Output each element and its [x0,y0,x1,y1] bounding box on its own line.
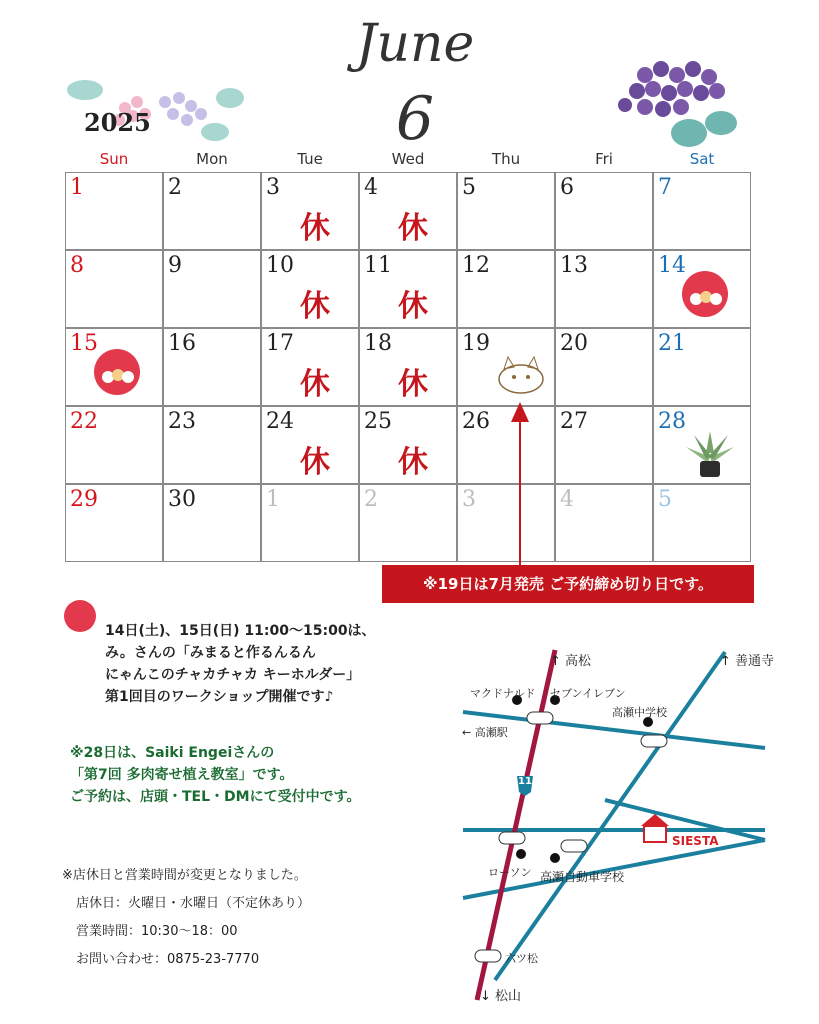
day-number: 7 [658,175,672,200]
label-siesta: SIESTA [672,834,719,848]
day-cell [163,406,261,484]
day-cell [359,328,457,406]
day-number: 5 [658,487,672,512]
label-takase-station: ← 高瀬駅 [462,726,508,739]
day-cell [359,484,457,562]
day-cell [65,328,163,406]
day-number: 23 [168,409,196,434]
year-label: 2025 [84,108,151,137]
closed-mark: 休 [300,445,330,480]
deadline-notice: ※19日は7月発売 ご予約締め切り日です。 [382,565,754,603]
day-cell [163,172,261,250]
arrow-up-icon [508,400,532,570]
day-cell [555,172,653,250]
closed-mark: 休 [300,211,330,246]
class-line: 「第7回 多肉寄せ植え教室」です。 [70,767,294,783]
label-takase-jhs: 高瀬中学校 [612,706,667,719]
workshop-line: み。さんの「みまると作るんるん [105,645,316,661]
closed-mark: 休 [398,367,428,402]
day-cell [65,406,163,484]
weekday-mon: Mon [196,150,228,168]
day-number: 19 [462,331,490,356]
day-number: 30 [168,487,196,512]
day-cell [261,172,359,250]
month-name: June [355,14,475,74]
weekday-thu: Thu [491,150,521,168]
day-cell [359,250,457,328]
closed-mark: 休 [398,289,428,324]
day-cell [653,328,751,406]
day-number: 2 [364,487,378,512]
label-route-11: 11 [518,776,532,787]
class-line: ※28日は、Saiki Engeiさんの [70,745,275,761]
weekday-sun: Sun [99,150,129,168]
hydrangea-right-decoration [605,45,745,160]
day-number: 2 [168,175,182,200]
day-cell [653,406,751,484]
day-number: 18 [364,331,392,356]
day-number: 20 [560,331,588,356]
day-cell [65,250,163,328]
day-number: 15 [70,331,98,356]
day-number: 29 [70,487,98,512]
day-cell [457,484,555,562]
day-number: 12 [462,253,490,278]
cat-figure-sticker-icon [94,349,140,395]
succulent-plant-icon [680,427,740,481]
label-takamatsu: ↑ 高松 [550,654,592,669]
day-cell [555,484,653,562]
day-number: 24 [266,409,294,434]
day-cell [163,328,261,406]
label-matsuyama: ↓ 松山 [480,989,522,1004]
day-number: 14 [658,253,686,278]
day-cell [65,172,163,250]
hours-line: 営業時間：10:30〜18：00 [76,924,238,939]
day-number: 21 [658,331,686,356]
class-info [70,742,440,808]
day-cell [555,406,653,484]
day-cell [653,250,751,328]
weekday-wed: Wed [391,150,425,168]
day-cell [261,328,359,406]
label-lawson: ローソン [488,866,532,879]
day-cell [261,484,359,562]
hours-line: ※店休日と営業時間が変更となりました。 [62,868,307,883]
day-number: 4 [560,487,574,512]
day-number: 4 [364,175,378,200]
label-zentsuji: ↑ 善通寺 [720,654,775,669]
weekday-fri: Fri [595,150,613,168]
day-number: 28 [658,409,686,434]
workshop-line: にゃんこのチャカチャカ キーホルダー」 [105,667,361,683]
day-cell [555,250,653,328]
day-cell [457,250,555,328]
day-number: 11 [364,253,392,278]
hours-info [62,862,432,974]
day-number: 26 [462,409,490,434]
weekday-sat: Sat [689,150,715,168]
day-number: 22 [70,409,98,434]
class-line: ご予約は、店頭・TEL・DMにて受付中です。 [70,789,361,805]
day-cell [359,406,457,484]
day-cell [555,328,653,406]
day-number: 25 [364,409,392,434]
day-number: 8 [70,253,84,278]
closed-mark: 休 [300,289,330,324]
label-mcdonalds: マクドナルド [470,687,536,700]
day-number: 13 [560,253,588,278]
label-mutsumatsu: 六ツ松 [505,952,538,965]
label-driving-school: 高瀬自動車学校 [540,870,625,884]
closed-mark: 休 [398,445,428,480]
day-number: 6 [560,175,574,200]
day-cell [457,172,555,250]
day-cell [653,172,751,250]
day-cell [163,484,261,562]
hours-line: お問い合わせ：0875-23-7770 [76,952,260,967]
day-cell [65,484,163,562]
day-number: 3 [462,487,476,512]
day-cell [163,250,261,328]
day-number: 10 [266,253,294,278]
day-cell [261,250,359,328]
month-number: 6 [395,84,435,154]
label-seven-eleven: セブンイレブン [550,687,626,700]
closed-mark: 休 [398,211,428,246]
weekday-tue: Tue [297,150,323,168]
day-number: 5 [462,175,476,200]
workshop-line: 第1回目のワークショップ開催です♪ [105,689,334,705]
day-cell [457,406,555,484]
day-number: 1 [266,487,280,512]
closed-mark: 休 [300,367,330,402]
day-number: 1 [70,175,84,200]
day-number: 17 [266,331,294,356]
day-number: 3 [266,175,280,200]
hours-line: 店休日：火曜日・水曜日（不定休あり） [76,896,311,911]
day-cell [653,484,751,562]
cat-drawing-icon [490,351,552,399]
workshop-line: 14日(土)、15日(日) 11:00〜15:00は、 [105,623,376,639]
cat-figure-sticker-icon [64,600,96,632]
day-cell [457,328,555,406]
day-number: 9 [168,253,182,278]
day-number: 27 [560,409,588,434]
cat-figure-sticker-icon [682,271,728,317]
day-cell [359,172,457,250]
workshop-info [105,620,445,708]
day-number: 16 [168,331,196,356]
day-cell [261,406,359,484]
